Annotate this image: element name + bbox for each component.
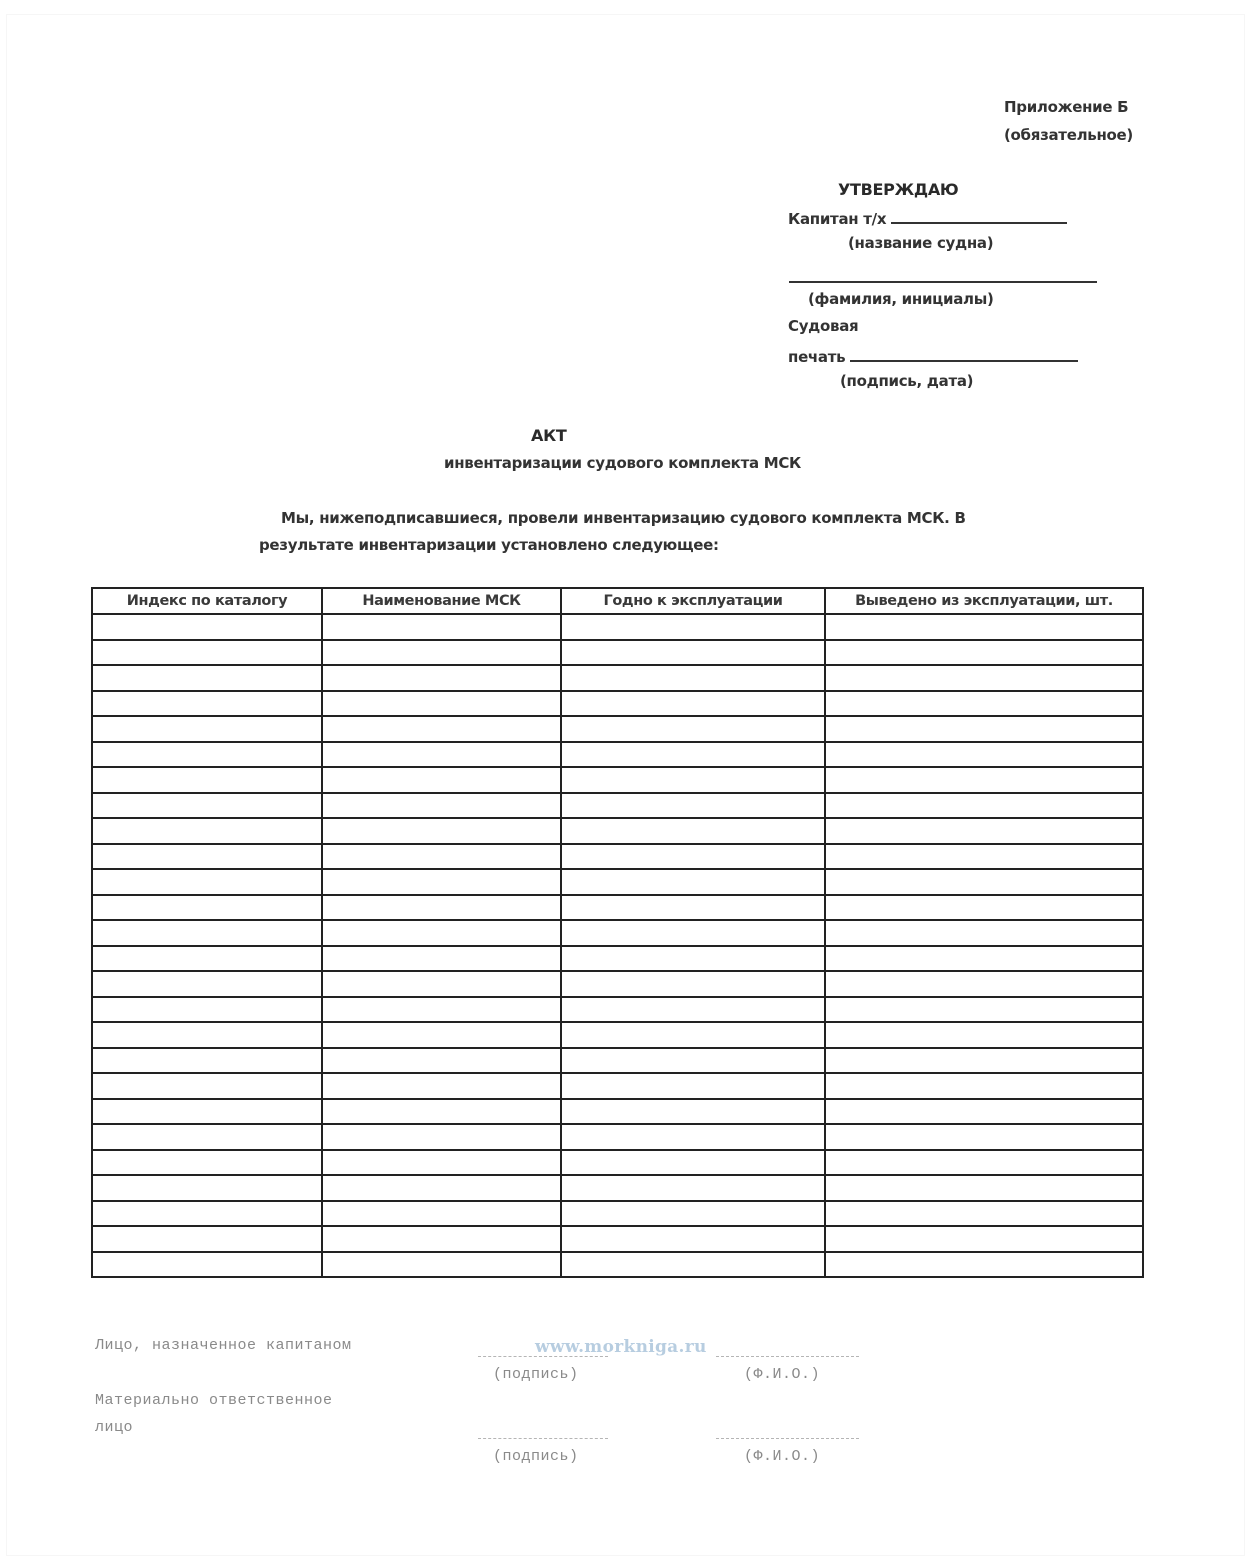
cell-decommissioned[interactable] xyxy=(825,742,1143,768)
cell-catalog-index[interactable] xyxy=(92,1124,322,1150)
cell-usable[interactable] xyxy=(561,793,825,819)
cell-usable[interactable] xyxy=(561,920,825,946)
cell-msk-name[interactable] xyxy=(322,1252,561,1278)
cell-catalog-index[interactable] xyxy=(92,1252,322,1278)
intro-line-2: результате инвентаризации установлено следующее: xyxy=(259,536,719,554)
cell-usable[interactable] xyxy=(561,844,825,870)
cell-msk-name[interactable] xyxy=(322,1124,561,1150)
cell-usable[interactable] xyxy=(561,716,825,742)
signer-2-role-line-1: Материально ответственное xyxy=(95,1392,333,1409)
cell-catalog-index[interactable] xyxy=(92,1022,322,1048)
cell-usable[interactable] xyxy=(561,742,825,768)
cell-msk-name[interactable] xyxy=(322,1226,561,1252)
document-title: АКТ xyxy=(531,426,567,445)
document-subtitle: инвентаризации судового комплекта МСК xyxy=(444,454,802,472)
cell-msk-name[interactable] xyxy=(322,997,561,1023)
signature-date-field[interactable] xyxy=(850,346,1078,362)
table-row xyxy=(92,691,1143,717)
cell-decommissioned[interactable] xyxy=(825,1099,1143,1125)
table-row xyxy=(92,1099,1143,1125)
cell-usable[interactable] xyxy=(561,997,825,1023)
cell-msk-name[interactable] xyxy=(322,1048,561,1074)
cell-catalog-index[interactable] xyxy=(92,1073,322,1099)
table-row xyxy=(92,1150,1143,1176)
cell-catalog-index[interactable] xyxy=(92,1099,322,1125)
cell-decommissioned[interactable] xyxy=(825,869,1143,895)
cell-catalog-index[interactable] xyxy=(92,946,322,972)
table-row xyxy=(92,793,1143,819)
cell-decommissioned[interactable] xyxy=(825,665,1143,691)
cell-usable[interactable] xyxy=(561,1226,825,1252)
cell-usable[interactable] xyxy=(561,1252,825,1278)
cell-catalog-index[interactable] xyxy=(92,1150,322,1176)
cell-catalog-index[interactable] xyxy=(92,869,322,895)
cell-usable[interactable] xyxy=(561,869,825,895)
cell-msk-name[interactable] xyxy=(322,946,561,972)
cell-decommissioned[interactable] xyxy=(825,971,1143,997)
cell-catalog-index[interactable] xyxy=(92,1226,322,1252)
table-row xyxy=(92,818,1143,844)
cell-usable[interactable] xyxy=(561,767,825,793)
cell-decommissioned[interactable] xyxy=(825,793,1143,819)
cell-catalog-index[interactable] xyxy=(92,997,322,1023)
signer-2-signature-hint: (подпись) xyxy=(493,1448,579,1465)
col-header-usable: Годно к эксплуатации xyxy=(561,588,825,614)
table-row xyxy=(92,1124,1143,1150)
table-row xyxy=(92,997,1143,1023)
cell-usable[interactable] xyxy=(561,1150,825,1176)
table-row xyxy=(92,716,1143,742)
cell-usable[interactable] xyxy=(561,1073,825,1099)
table-row xyxy=(92,1175,1143,1201)
cell-usable[interactable] xyxy=(561,640,825,666)
stamp-label-2: печать xyxy=(788,348,846,366)
col-header-catalog-index: Индекс по каталогу xyxy=(92,588,322,614)
cell-usable[interactable] xyxy=(561,1175,825,1201)
cell-decommissioned[interactable] xyxy=(825,640,1143,666)
cell-catalog-index[interactable] xyxy=(92,971,322,997)
table-row xyxy=(92,1226,1143,1252)
cell-decommissioned[interactable] xyxy=(825,1022,1143,1048)
cell-catalog-index[interactable] xyxy=(92,742,322,768)
stamp-label-1: Судовая xyxy=(788,317,859,335)
signer-2-signature-field[interactable] xyxy=(478,1438,608,1439)
cell-catalog-index[interactable] xyxy=(92,640,322,666)
appendix-subtitle: (обязательное) xyxy=(1004,126,1133,144)
table-row xyxy=(92,920,1143,946)
cell-decommissioned[interactable] xyxy=(825,1226,1143,1252)
cell-msk-name[interactable] xyxy=(322,1022,561,1048)
cell-usable[interactable] xyxy=(561,1124,825,1150)
cell-catalog-index[interactable] xyxy=(92,691,322,717)
cell-msk-name[interactable] xyxy=(322,895,561,921)
cell-usable[interactable] xyxy=(561,1022,825,1048)
inventory-table xyxy=(91,587,1144,1278)
cell-msk-name[interactable] xyxy=(322,869,561,895)
cell-usable[interactable] xyxy=(561,895,825,921)
cell-msk-name[interactable] xyxy=(322,767,561,793)
cell-msk-name[interactable] xyxy=(322,1099,561,1125)
cell-usable[interactable] xyxy=(561,1048,825,1074)
approval-heading: УТВЕРЖДАЮ xyxy=(838,180,959,199)
signer-2-name-hint: (Ф.И.О.) xyxy=(744,1448,821,1465)
table-header-row xyxy=(92,588,1143,614)
signer-1-signature-hint: (подпись) xyxy=(493,1366,579,1383)
cell-decommissioned[interactable] xyxy=(825,1175,1143,1201)
table-row xyxy=(92,1252,1143,1278)
cell-msk-name[interactable] xyxy=(322,1073,561,1099)
ship-name-field[interactable] xyxy=(891,208,1067,224)
cell-usable[interactable] xyxy=(561,1099,825,1125)
cell-msk-name[interactable] xyxy=(322,920,561,946)
table-row xyxy=(92,742,1143,768)
col-header-msk-name: Наименование МСК xyxy=(322,588,561,614)
cell-decommissioned[interactable] xyxy=(825,614,1143,640)
table-row xyxy=(92,1073,1143,1099)
cell-usable[interactable] xyxy=(561,691,825,717)
cell-msk-name[interactable] xyxy=(322,844,561,870)
cell-decommissioned[interactable] xyxy=(825,767,1143,793)
cell-decommissioned[interactable] xyxy=(825,1252,1143,1278)
table-row xyxy=(92,844,1143,870)
table-row xyxy=(92,614,1143,640)
signer-1-name-hint: (Ф.И.О.) xyxy=(744,1366,821,1383)
stamp-line xyxy=(788,346,1078,366)
table-row xyxy=(92,1048,1143,1074)
cell-decommissioned[interactable] xyxy=(825,1201,1143,1227)
cell-usable[interactable] xyxy=(561,1201,825,1227)
table-row xyxy=(92,946,1143,972)
cell-msk-name[interactable] xyxy=(322,1150,561,1176)
cell-decommissioned[interactable] xyxy=(825,844,1143,870)
cell-msk-name[interactable] xyxy=(322,1201,561,1227)
table-row xyxy=(92,971,1143,997)
cell-catalog-index[interactable] xyxy=(92,1048,322,1074)
captain-line xyxy=(788,208,1067,228)
cell-catalog-index[interactable] xyxy=(92,793,322,819)
cell-usable[interactable] xyxy=(561,818,825,844)
cell-decommissioned[interactable] xyxy=(825,818,1143,844)
signer-2-name-field[interactable] xyxy=(716,1438,859,1439)
cell-catalog-index[interactable] xyxy=(92,895,322,921)
table-body xyxy=(92,614,1143,1277)
cell-catalog-index[interactable] xyxy=(92,920,322,946)
cell-msk-name[interactable] xyxy=(322,716,561,742)
signature-date-hint: (подпись, дата) xyxy=(840,372,974,390)
cell-decommissioned[interactable] xyxy=(825,895,1143,921)
table-row xyxy=(92,895,1143,921)
cell-catalog-index[interactable] xyxy=(92,665,322,691)
cell-catalog-index[interactable] xyxy=(92,716,322,742)
cell-decommissioned[interactable] xyxy=(825,716,1143,742)
cell-msk-name[interactable] xyxy=(322,971,561,997)
signer-2-role-line-2: лицо xyxy=(95,1419,134,1436)
cell-msk-name[interactable] xyxy=(322,665,561,691)
cell-usable[interactable] xyxy=(561,971,825,997)
cell-decommissioned[interactable] xyxy=(825,997,1143,1023)
cell-usable[interactable] xyxy=(561,946,825,972)
cell-msk-name[interactable] xyxy=(322,640,561,666)
cell-decommissioned[interactable] xyxy=(825,1048,1143,1074)
cell-usable[interactable] xyxy=(561,665,825,691)
table-row xyxy=(92,869,1143,895)
col-header-decommissioned: Выведено из эксплуатации, шт. xyxy=(825,588,1143,614)
signer-1-role: Лицо, назначенное капитаном xyxy=(95,1337,352,1354)
cell-catalog-index[interactable] xyxy=(92,614,322,640)
cell-decommissioned[interactable] xyxy=(825,1150,1143,1176)
intro-line-1: Мы, нижеподписавшиеся, провели инвентаризацию судового комплекта МСК. В xyxy=(281,509,966,527)
cell-catalog-index[interactable] xyxy=(92,844,322,870)
cell-msk-name[interactable] xyxy=(322,742,561,768)
cell-usable[interactable] xyxy=(561,614,825,640)
cell-msk-name[interactable] xyxy=(322,793,561,819)
cell-catalog-index[interactable] xyxy=(92,818,322,844)
cell-catalog-index[interactable] xyxy=(92,1175,322,1201)
cell-decommissioned[interactable] xyxy=(825,1073,1143,1099)
table-row xyxy=(92,1201,1143,1227)
watermark: www.morkniga.ru xyxy=(535,1337,707,1357)
cell-msk-name[interactable] xyxy=(322,1175,561,1201)
captain-name-field[interactable] xyxy=(789,281,1097,283)
captain-name-hint: (фамилия, инициалы) xyxy=(808,290,994,308)
table-row xyxy=(92,665,1143,691)
cell-decommissioned[interactable] xyxy=(825,691,1143,717)
cell-decommissioned[interactable] xyxy=(825,920,1143,946)
signer-1-name-field[interactable] xyxy=(716,1356,859,1357)
cell-msk-name[interactable] xyxy=(322,818,561,844)
table-row xyxy=(92,640,1143,666)
appendix-title: Приложение Б xyxy=(1004,98,1129,116)
cell-decommissioned[interactable] xyxy=(825,1124,1143,1150)
captain-label: Капитан т/х xyxy=(788,210,887,228)
table-row xyxy=(92,767,1143,793)
cell-catalog-index[interactable] xyxy=(92,767,322,793)
cell-catalog-index[interactable] xyxy=(92,1201,322,1227)
table-row xyxy=(92,1022,1143,1048)
cell-msk-name[interactable] xyxy=(322,614,561,640)
cell-decommissioned[interactable] xyxy=(825,946,1143,972)
ship-name-hint: (название судна) xyxy=(848,234,994,252)
cell-msk-name[interactable] xyxy=(322,691,561,717)
